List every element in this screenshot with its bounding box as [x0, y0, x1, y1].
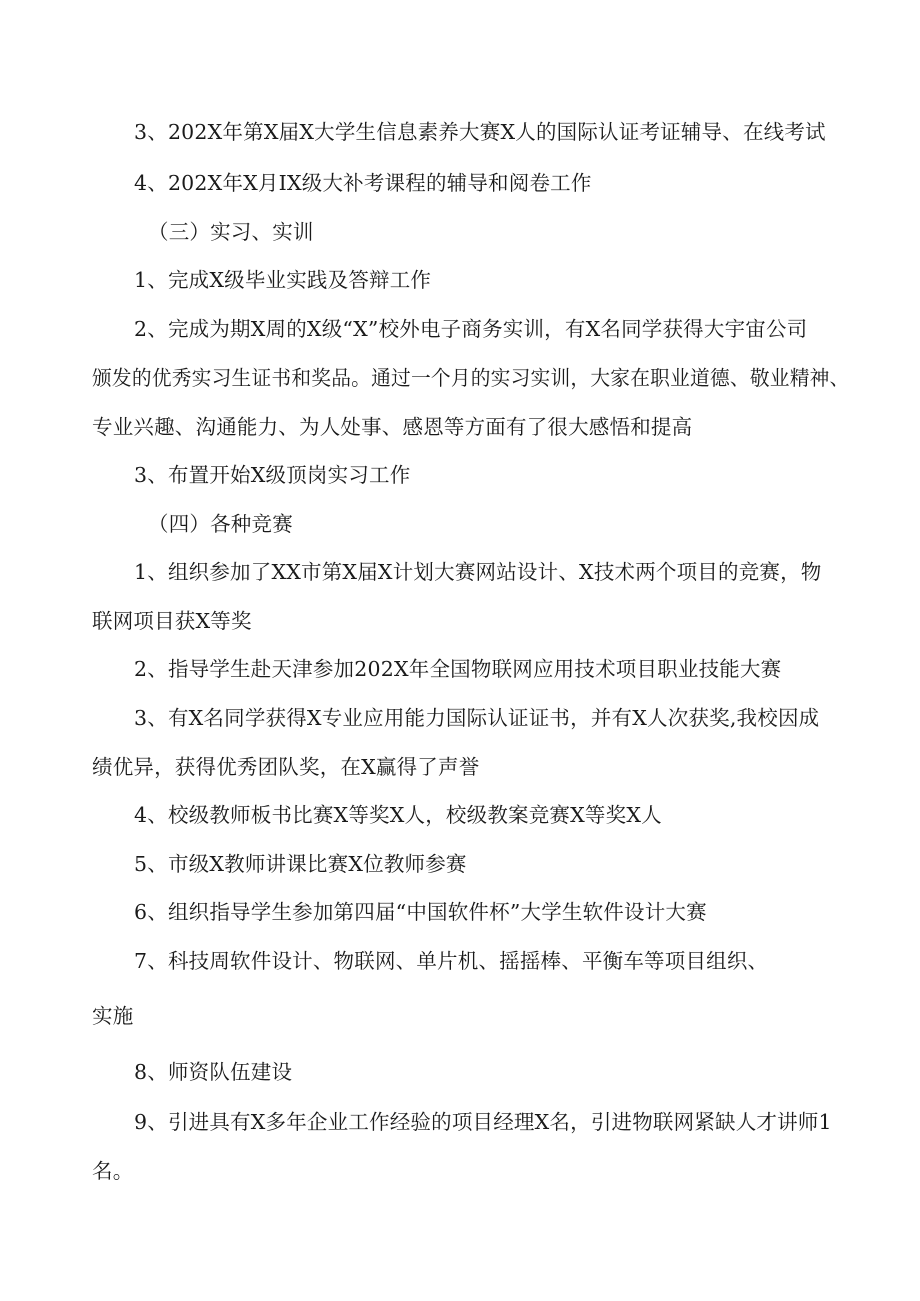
paragraph-line: 5、市级X教师讲课比赛X位教师参赛	[134, 852, 467, 876]
paragraph-line: 专业兴趣、沟通能力、为人处事、感恩等方面有了很大感悟和提高	[92, 415, 693, 439]
paragraph-line: 3、202X年第X届X大学生信息素养大赛X人的国际认证考证辅导、在线考试	[134, 120, 826, 144]
paragraph-line: 3、有X名同学获得X专业应用能力国际认证证书，并有X人次获奖,我校因成	[134, 706, 820, 730]
paragraph-line: 绩优异，获得优秀团队奖，在X赢得了声誉	[92, 755, 480, 779]
paragraph-line: 2、完成为期X周的X级“X”校外电子商务实训，有X名同学获得大宇宙公司	[134, 317, 808, 341]
paragraph-line: 4、202X年X月IX级大补考课程的辅导和阅卷工作	[134, 171, 592, 195]
section-heading: （三）实习、实训	[148, 220, 314, 244]
section-heading: （四）各种竞赛	[148, 512, 293, 536]
paragraph-line: 名。	[92, 1159, 134, 1183]
paragraph-line: 1、完成X级毕业实践及答辩工作	[134, 268, 432, 292]
paragraph-line: 6、组织指导学生参加第四届“中国软件杯”大学生软件设计大赛	[134, 900, 707, 924]
paragraph-line: 1、组织参加了XX市第X届X计划大赛网站设计、X技术两个项目的竞赛，物	[134, 560, 822, 584]
paragraph-line: 3、布置开始X级顶岗实习工作	[134, 463, 411, 487]
paragraph-line: 9、引进具有X多年企业工作经验的项目经理X名，引进物联网紧缺人才讲师1	[134, 1110, 832, 1134]
paragraph-line: 4、校级教师板书比赛X等奖X人，校级教案竞赛X等奖X人	[134, 803, 662, 827]
paragraph-line: 8、师资队伍建设	[134, 1060, 293, 1084]
paragraph-line: 7、科技周软件设计、物联网、单片机、摇摇棒、平衡车等项目组织、	[134, 949, 769, 973]
paragraph-line: 2、指导学生赴天津参加202X年全国物联网应用技术项目职业技能大赛	[134, 657, 782, 681]
paragraph-line: 实施	[92, 1004, 134, 1028]
paragraph-line: 联网项目获X等奖	[92, 609, 252, 633]
paragraph-line: 颁发的优秀实习生证书和奖品。通过一个月的实习实训，大家在职业道德、敬业精神、	[92, 366, 850, 390]
